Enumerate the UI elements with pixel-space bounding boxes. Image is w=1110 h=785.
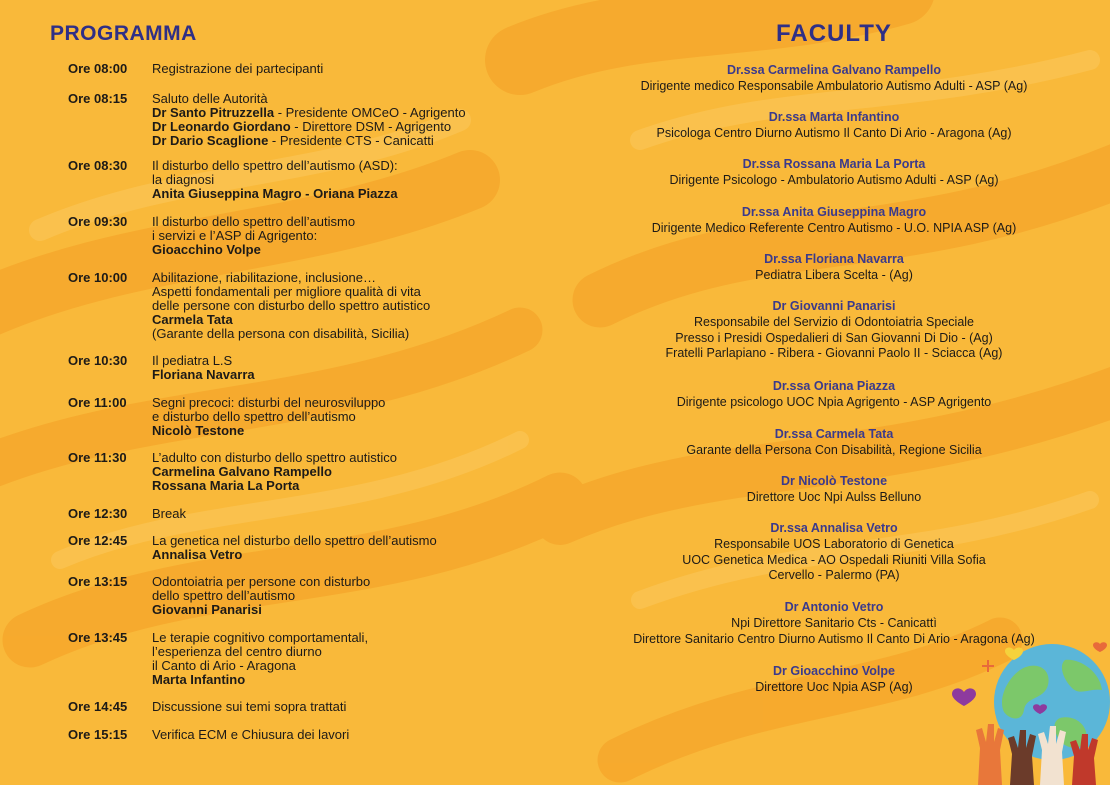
schedule-text: - Presidente CTS - Canicatti bbox=[268, 133, 434, 148]
faculty-role: Responsabile del Servizio di Odontoiatria Speciale bbox=[693, 314, 975, 329]
speaker-name: Floriana Navarra bbox=[152, 367, 255, 382]
faculty-name: Dr.ssa Marta Infantino bbox=[768, 110, 900, 124]
schedule-description bbox=[152, 354, 552, 382]
schedule-time: Ore 14:45 bbox=[68, 699, 128, 714]
schedule-line bbox=[152, 396, 552, 410]
authority-name: Dr Dario Scaglione bbox=[152, 133, 269, 148]
faculty-member bbox=[600, 110, 1068, 142]
faculty-name: Dr.ssa Oriana Piazza bbox=[772, 379, 896, 393]
schedule-line bbox=[152, 354, 552, 368]
schedule-text: Il disturbo dello spettro dell’autismo bbox=[152, 214, 356, 229]
schedule-time: Ore 08:30 bbox=[68, 158, 128, 173]
schedule-time: Ore 09:30 bbox=[68, 214, 128, 229]
schedule-text: Break bbox=[152, 506, 186, 521]
faculty-role: Direttore Sanitario Centro Diurno Autismo Il Canto Di Ario - Aragona (Ag) bbox=[633, 631, 1035, 646]
globe-hands-illustration bbox=[940, 630, 1110, 785]
faculty-role: Garante della Persona Con Disabilità, Regione Sicilia bbox=[686, 442, 982, 457]
faculty-member bbox=[600, 379, 1068, 411]
faculty-name: Dr Nicolò Testone bbox=[780, 474, 888, 488]
schedule-text: il Canto di Ario - Aragona bbox=[152, 658, 296, 673]
schedule-line bbox=[152, 134, 552, 148]
faculty-member bbox=[600, 427, 1068, 459]
schedule-line bbox=[152, 631, 552, 645]
speaker-name: Gioacchino Volpe bbox=[152, 242, 261, 257]
faculty-name: Dr Giovanni Panarisi bbox=[772, 299, 896, 313]
schedule-description bbox=[152, 271, 552, 341]
schedule-text: Registrazione dei partecipanti bbox=[152, 61, 324, 76]
schedule-text: - Presidente OMCeO - Agrigento bbox=[274, 105, 466, 120]
faculty-name: Dr Gioacchino Volpe bbox=[772, 664, 895, 678]
schedule-text: - Direttore DSM - Agrigento bbox=[290, 119, 452, 134]
schedule-line bbox=[152, 215, 552, 229]
schedule-text: Aspetti fondamentali per migliore qualità di vita bbox=[152, 284, 421, 299]
schedule-line bbox=[152, 299, 552, 313]
faculty-member bbox=[600, 474, 1068, 506]
schedule-text: i servizi e l’ASP di Agrigento: bbox=[152, 228, 318, 243]
schedule-text: Verifica ECM e Chiusura dei lavori bbox=[152, 727, 350, 742]
faculty-role: Direttore Uoc Npia ASP (Ag) bbox=[755, 679, 913, 694]
schedule-time: Ore 12:30 bbox=[68, 506, 128, 521]
speaker-name: Giovanni Panarisi bbox=[152, 602, 262, 617]
schedule-text: Discussione sui temi sopra trattati bbox=[152, 699, 347, 714]
faculty-role: Dirigente medico Responsabile Ambulatorio Autismo Adulti - ASP (Ag) bbox=[640, 78, 1028, 93]
schedule-text: delle persone con disturbo dello spettro autistico bbox=[152, 298, 431, 313]
faculty-name: Dr.ssa Annalisa Vetro bbox=[770, 521, 898, 535]
schedule-description bbox=[152, 631, 552, 687]
schedule-line bbox=[152, 451, 552, 465]
schedule-text: (Garante della persona con disabilità, Sicilia) bbox=[152, 326, 410, 341]
faculty-role: Dirigente Medico Referente Centro Autismo - U.O. NPIA ASP (Ag) bbox=[651, 220, 1017, 235]
schedule-description bbox=[152, 396, 552, 438]
speaker-name: Carmela Tata bbox=[152, 312, 233, 327]
schedule-text: L’adulto con disturbo dello spettro autistico bbox=[152, 450, 397, 465]
programma-title: PROGRAMMA bbox=[50, 22, 197, 45]
schedule-text: la diagnosi bbox=[152, 172, 215, 187]
schedule-time: Ore 10:30 bbox=[68, 353, 128, 368]
schedule-time: Ore 08:00 bbox=[68, 61, 128, 76]
schedule-description bbox=[152, 534, 552, 562]
faculty-role: Dirigente Psicologo - Ambulatorio Autismo Adulti - ASP (Ag) bbox=[669, 172, 999, 187]
authority-name: Dr Santo Pitruzzella bbox=[152, 105, 275, 120]
faculty-member bbox=[600, 299, 1068, 362]
schedule-line bbox=[152, 659, 552, 673]
speaker-name: Rossana Maria La Porta bbox=[152, 478, 300, 493]
faculty-role: Fratelli Parlapiano - Ribera - Giovanni Paolo II - Sciacca (Ag) bbox=[665, 346, 1003, 361]
schedule-line bbox=[152, 159, 552, 173]
schedule-line bbox=[152, 173, 552, 187]
schedule-text: Saluto delle Autorità bbox=[152, 91, 268, 106]
faculty-name: Dr.ssa Rossana Maria La Porta bbox=[742, 157, 926, 171]
speaker-name: Anita Giuseppina Magro - Oriana Piazza bbox=[152, 186, 398, 201]
schedule-text: e disturbo dello spettro dell’autismo bbox=[152, 409, 356, 424]
faculty-name: Dr.ssa Floriana Navarra bbox=[764, 252, 904, 266]
speaker-name: Carmelina Galvano Rampello bbox=[152, 464, 332, 479]
schedule-time: Ore 10:00 bbox=[68, 270, 128, 285]
schedule-text: l’esperienza del centro diurno bbox=[152, 644, 322, 659]
schedule-line bbox=[152, 589, 552, 603]
faculty-name: Dr.ssa Carmela Tata bbox=[774, 427, 894, 441]
schedule-time: Ore 11:00 bbox=[68, 395, 127, 410]
schedule-line bbox=[152, 645, 552, 659]
schedule-text: Le terapie cognitivo comportamentali, bbox=[152, 630, 369, 645]
schedule-description bbox=[152, 507, 552, 521]
faculty-role: Psicologa Centro Diurno Autismo Il Canto Di Ario - Aragona (Ag) bbox=[656, 125, 1012, 140]
faculty-member bbox=[600, 252, 1068, 284]
schedule-text: dello spettro dell’autismo bbox=[152, 588, 296, 603]
faculty-name: Dr.ssa Carmelina Galvano Rampello bbox=[727, 63, 941, 77]
sparkle-icon bbox=[982, 660, 994, 672]
schedule-line bbox=[152, 229, 552, 243]
faculty-role: Pediatra Libera Scelta - (Ag) bbox=[755, 267, 913, 282]
schedule-line bbox=[152, 92, 552, 106]
schedule-line bbox=[152, 507, 552, 521]
faculty-role: Direttore Uoc Npi Aulss Belluno bbox=[746, 489, 922, 504]
schedule-text: Abilitazione, riabilitazione, inclusione… bbox=[152, 270, 377, 285]
schedule-description bbox=[152, 451, 552, 493]
faculty-member bbox=[600, 157, 1068, 189]
schedule-text: Il disturbo dello spettro dell’autismo (ASD): bbox=[152, 158, 398, 173]
schedule-line bbox=[152, 106, 552, 120]
schedule-line bbox=[152, 700, 552, 714]
schedule-line bbox=[152, 120, 552, 134]
schedule-line bbox=[152, 575, 552, 589]
schedule-time: Ore 13:45 bbox=[68, 630, 128, 645]
schedule-text: Odontoiatria per persone con disturbo bbox=[152, 574, 371, 589]
faculty-name: Dr Antonio Vetro bbox=[784, 600, 884, 614]
schedule-time: Ore 11:30 bbox=[68, 450, 127, 465]
speaker-name: Nicolò Testone bbox=[152, 423, 245, 438]
speaker-name: Annalisa Vetro bbox=[152, 547, 243, 562]
schedule-line bbox=[152, 728, 552, 742]
faculty-role: Cervello - Palermo (PA) bbox=[768, 568, 900, 583]
schedule-description bbox=[152, 62, 552, 76]
faculty-role: Dirigente psicologo UOC Npia Agrigento - ASP Agrigento bbox=[676, 394, 992, 409]
faculty-role: Responsabile UOS Laboratorio di Genetica bbox=[714, 536, 954, 551]
schedule-line bbox=[152, 327, 552, 341]
speaker-name: Marta Infantino bbox=[152, 672, 246, 687]
faculty-member bbox=[600, 205, 1068, 237]
schedule-description bbox=[152, 575, 552, 617]
faculty-member bbox=[600, 521, 1068, 584]
schedule-text: Il pediatra L.S bbox=[152, 353, 233, 368]
schedule-time: Ore 12:45 bbox=[68, 533, 128, 548]
schedule-description bbox=[152, 728, 552, 742]
authority-name: Dr Leonardo Giordano bbox=[152, 119, 291, 134]
schedule-description bbox=[152, 92, 552, 148]
schedule-text: La genetica nel disturbo dello spettro dell’autismo bbox=[152, 533, 437, 548]
schedule-description bbox=[152, 159, 552, 201]
faculty-name: Dr.ssa Anita Giuseppina Magro bbox=[741, 205, 927, 219]
faculty-role: Npi Direttore Sanitario Cts - Canicattì bbox=[731, 615, 937, 630]
schedule-line bbox=[152, 271, 552, 285]
schedule-line bbox=[152, 534, 552, 548]
schedule-time: Ore 08:15 bbox=[68, 91, 128, 106]
schedule-line bbox=[152, 285, 552, 299]
schedule-time: Ore 15:15 bbox=[68, 727, 128, 742]
schedule-line bbox=[152, 62, 552, 76]
schedule-time: Ore 13:15 bbox=[68, 574, 128, 589]
schedule-text: Segni precoci: disturbi del neurosviluppo bbox=[152, 395, 386, 410]
faculty-title: FACULTY bbox=[776, 20, 892, 47]
faculty-member bbox=[600, 63, 1068, 95]
schedule-description bbox=[152, 700, 552, 714]
schedule-description bbox=[152, 215, 552, 257]
schedule-line bbox=[152, 410, 552, 424]
faculty-role: UOC Genetica Medica - AO Ospedali Riuniti Villa Sofia bbox=[682, 552, 986, 567]
faculty-role: Presso i Presidi Ospedalieri di San Giovanni Di Dio - (Ag) bbox=[675, 330, 993, 345]
